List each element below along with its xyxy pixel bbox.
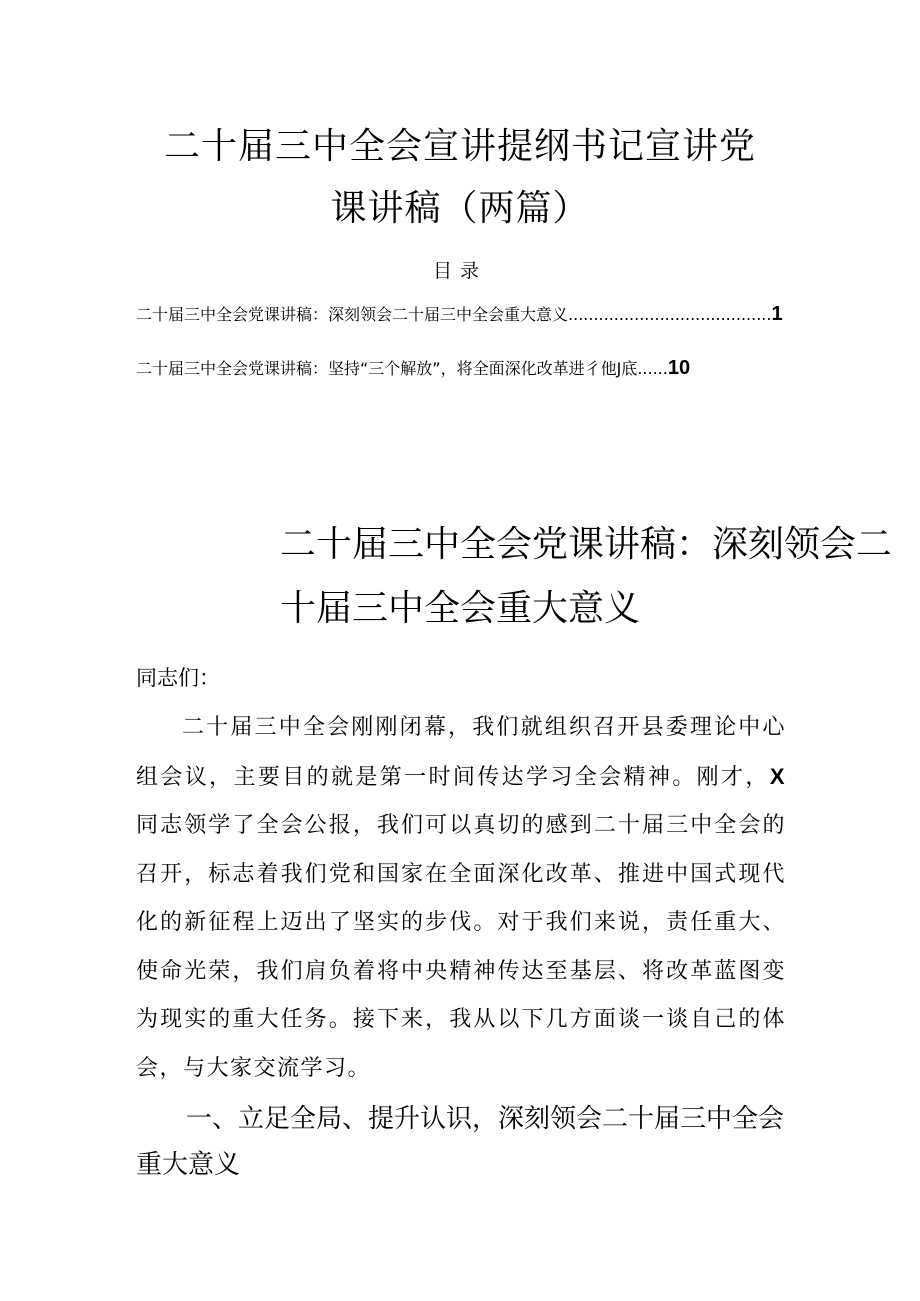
toc-entry-2-text: 二十届三中全会党课讲稿：坚持“三个解放”，将全面深化改革进彳他J底 [136,359,638,378]
toc-entry-2-page: 10 [667,357,691,379]
body-paragraph-part-2: 同志领学了全会公报，我们可以真切的感到二十届三中全会的召开，标志着我们党和国家在全面深化改革、推进中国式现代化的新征程上迈出了坚实的步伐。对于我们来说，责任重大、使命光荣，我们肩负着将中央精神传达至基层、将改革蓝图变为现实的重大任务。接下来，我从以下几方面谈一谈自己的体会，与大家交流学习。 [136,813,786,1081]
toc-heading: 目录 [432,260,487,282]
salutation: 同志们： [136,666,220,690]
body-paragraph [136,704,786,1093]
toc-entry-1-page: 1 [771,303,783,325]
body-paragraph-placeholder-x: X [769,763,786,789]
toc-entry-2-leader: ...... [637,359,668,378]
toc-entry-1-leader: ........................................ [568,305,772,324]
toc-entry-1[interactable] [136,302,783,326]
toc-entry-1-text: 二十届三中全会党课讲稿：深刻领会二十届三中全会重大意义 [136,305,569,324]
document-title-line-2: 课讲稿（两篇） [330,188,590,229]
toc-entry-2[interactable] [136,356,690,380]
body-paragraph-part-1: 二十届三中全会刚刚闭幕，我们就组织召开县委理论中心组会议，主要目的就是第一时间传达学习全会精神。刚才， [136,715,786,790]
section-title-line-2: 十届三中全会重大意义 [279,588,640,629]
section-title-line-1: 二十届三中全会党课讲稿：深刻领会二 [280,524,893,565]
document-title-line-1: 二十届三中全会宣讲提纲书记宣讲党 [163,126,756,167]
section-heading-one: 一、立足全局、提升认识，深刻领会二十届三中全会重大意义 [136,1104,785,1180]
